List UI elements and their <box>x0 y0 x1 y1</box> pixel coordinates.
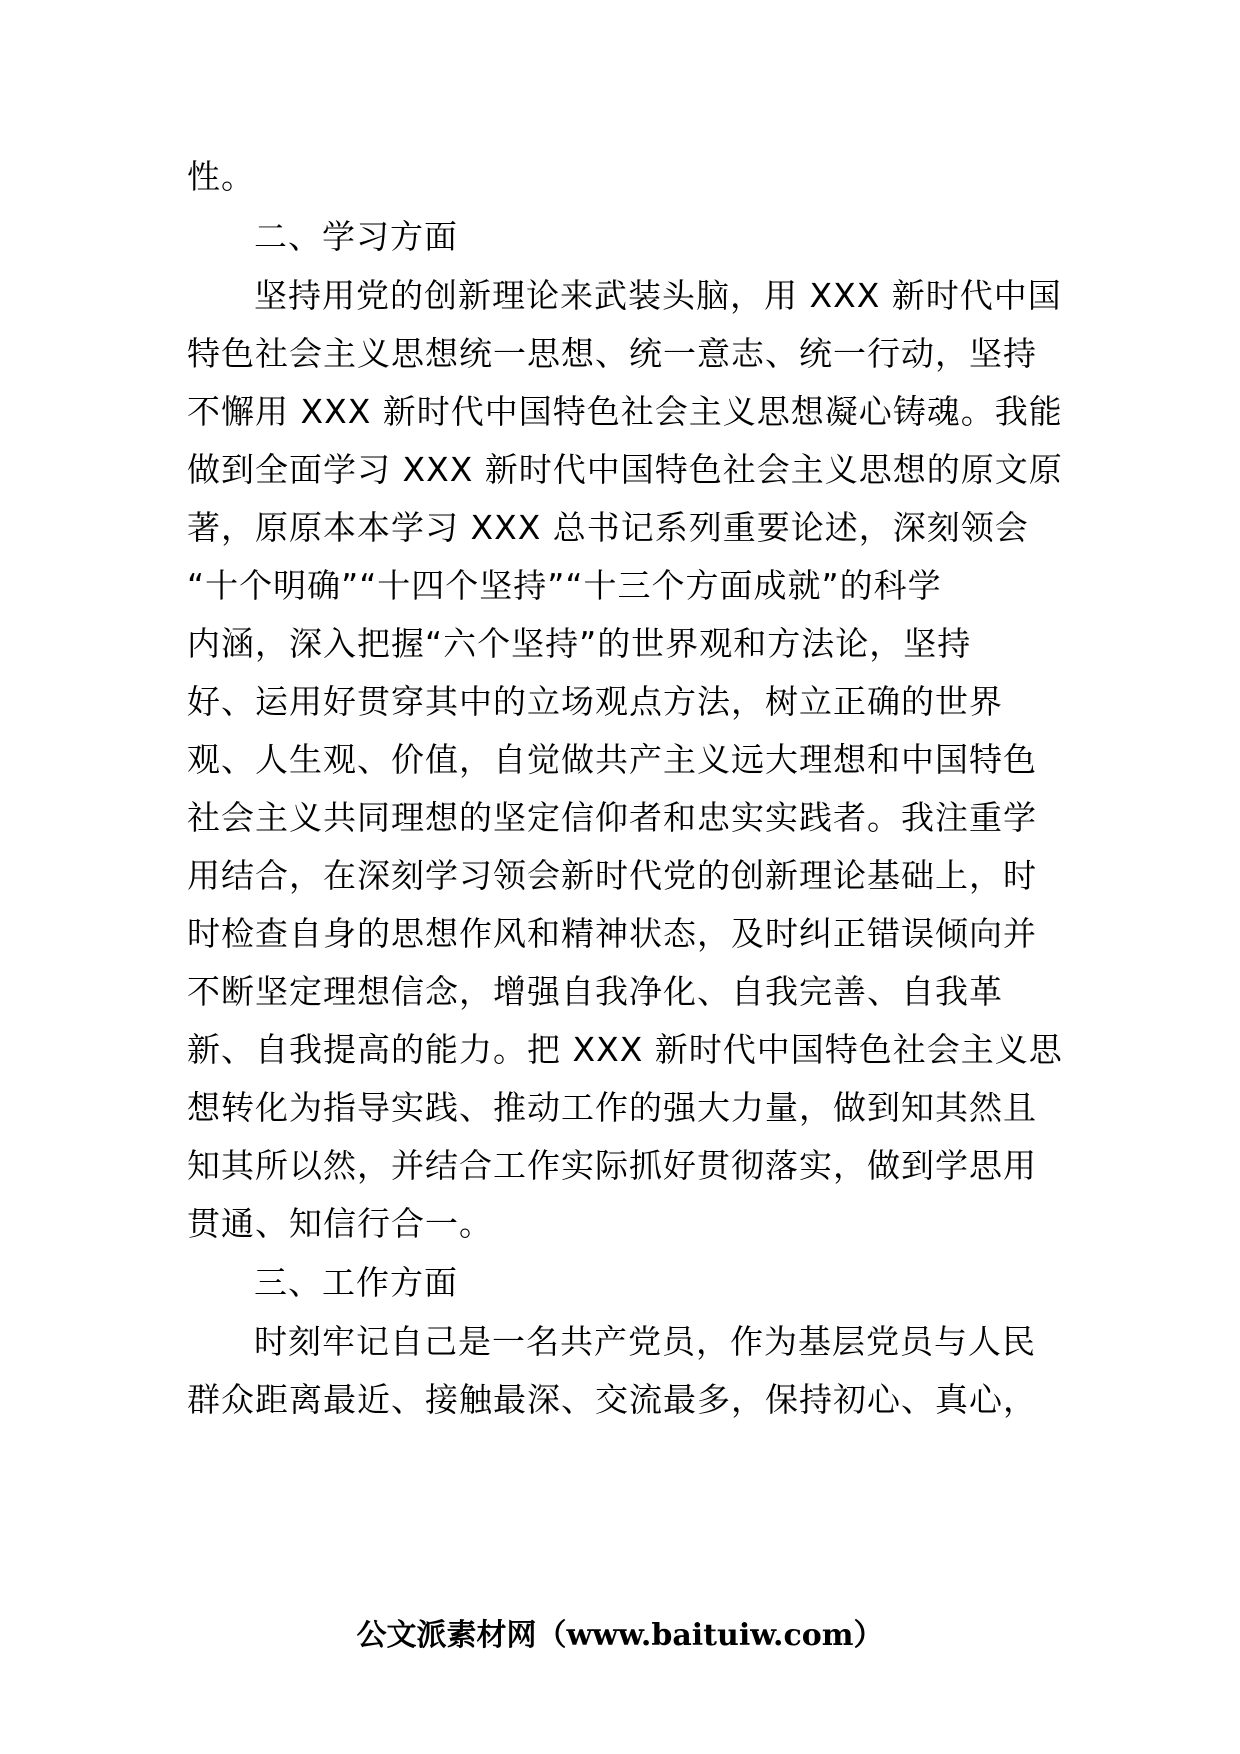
paragraph-line: 著，原原本本学习 XXX 总书记系列重要论述，深刻领会 <box>187 508 1029 547</box>
paragraph-line: 特色社会主义思想统一思想、统一意志、统一行动，坚持 <box>187 334 1037 373</box>
footer-watermark: 公文派素材网（www.baituiw.com） <box>356 1618 884 1653</box>
paragraph-line: 内涵，深入把握“六个坚持”的世界观和方法论，坚持 <box>187 624 972 663</box>
paragraph-line: 群众距离最近、接触最深、交流最多，保持初心、真心， <box>187 1380 1037 1419</box>
paragraph-line: 新、自我提高的能力。把 XXX 新时代中国特色社会主义思 <box>187 1030 1063 1069</box>
paragraph-line: 贯通、知信行合一。 <box>187 1204 493 1243</box>
paragraph-line: 知其所以然，并结合工作实际抓好贯彻落实，做到学思用 <box>187 1146 1037 1185</box>
paragraph-line: 观、人生观、价值，自觉做共产主义远大理想和中国特色 <box>187 740 1037 779</box>
section-two-heading: 二、学习方面 <box>254 217 458 256</box>
paragraph-line: “十个明确”“十四个坚持”“十三个方面成就”的科学 <box>187 566 942 605</box>
paragraph-line: 时刻牢记自己是一名共产党员，作为基层党员与人民 <box>254 1322 1036 1361</box>
paragraph-line: 做到全面学习 XXX 新时代中国特色社会主义思想的原文原 <box>187 450 1063 489</box>
intro-tail-text: 性。 <box>187 157 255 196</box>
paragraph-line: 社会主义共同理想的坚定信仰者和忠实实践者。我注重学 <box>187 798 1037 837</box>
paragraph-line: 时检查自身的思想作风和精神状态，及时纠正错误倾向并 <box>187 914 1037 953</box>
paragraph-line: 不懈用 XXX 新时代中国特色社会主义思想凝心铸魂。我能 <box>187 392 1063 431</box>
paragraph-line: 用结合，在深刻学习领会新时代党的创新理论基础上，时 <box>187 856 1037 895</box>
section-three-heading: 三、工作方面 <box>254 1263 458 1302</box>
paragraph-line: 想转化为指导实践、推动工作的强大力量，做到知其然且 <box>187 1088 1037 1127</box>
paragraph-line: 坚持用党的创新理论来武装头脑，用 XXX 新时代中国 <box>254 276 1062 315</box>
paragraph-line: 不断坚定理想信念，增强自我净化、自我完善、自我革 <box>187 972 1003 1011</box>
paragraph-line: 好、运用好贯穿其中的立场观点方法，树立正确的世界 <box>187 682 1003 721</box>
